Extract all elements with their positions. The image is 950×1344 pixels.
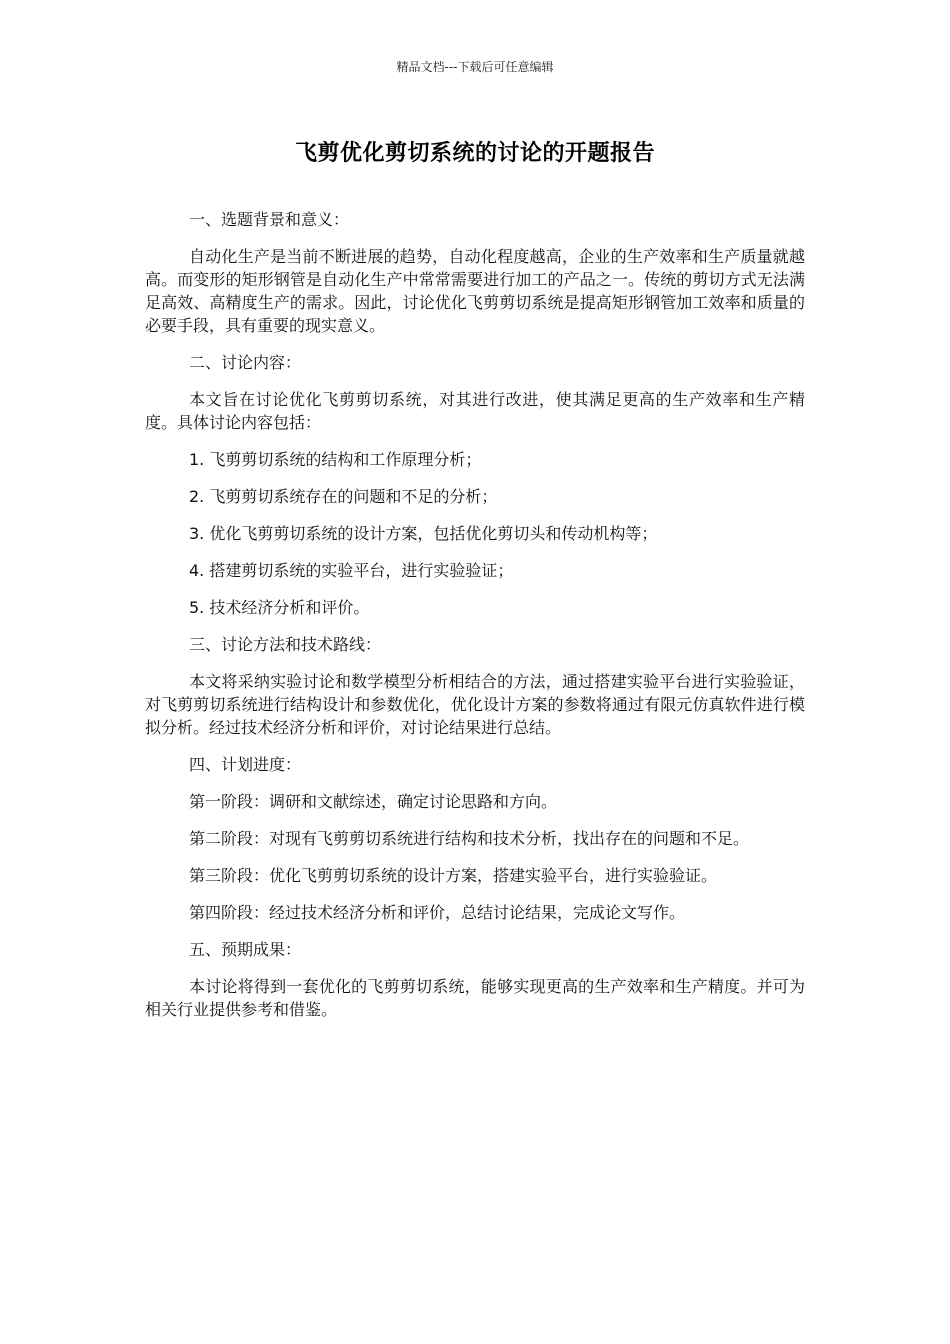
document-body [145, 208, 805, 1021]
list-item-4: 4. 搭建剪切系统的实验平台，进行实验验证； [189, 561, 514, 580]
schedule-phase-3: 第三阶段：优化飞剪剪切系统的设计方案，搭建实验平台，进行实验验证。 [189, 866, 718, 885]
list-item-3: 3. 优化飞剪剪切系统的设计方案，包括优化剪切头和传动机构等； [189, 524, 658, 543]
paragraph-background: 自动化生产是当前不断进展的趋势，自动化程度越高，企业的生产效率和生产质量就越高。而变形的矩形钢管是自动化生产中常常需要进行加工的产品之一。传统的剪切方式无法满足高效、高精度生产的需求。因此，讨论优化飞剪剪切系统是提高矩形钢管加工效率和质量的必要手段，具有重要的现实意义。 [145, 247, 805, 335]
schedule-phase-1: 第一阶段：调研和文献综述，确定讨论思路和方向。 [189, 792, 558, 811]
schedule-phase-4: 第四阶段：经过技术经济分析和评价，总结讨论结果，完成论文写作。 [189, 903, 686, 922]
list-item-5: 5. 技术经济分析和评价。 [189, 598, 370, 617]
section-heading-schedule: 四、计划进度： [189, 755, 302, 774]
section-heading-method: 三、讨论方法和技术路线： [189, 635, 382, 654]
paragraph-outcome: 本讨论将得到一套优化的飞剪剪切系统，能够实现更高的生产效率和生产精度。并可为相关行业提供参考和借鉴。 [145, 977, 805, 1019]
schedule-phase-2: 第二阶段：对现有飞剪剪切系统进行结构和技术分析，找出存在的问题和不足。 [189, 829, 750, 848]
paragraph-content-intro: 本文旨在讨论优化飞剪剪切系统，对其进行改进，使其满足更高的生产效率和生产精度。具体讨论内容包括： [145, 390, 805, 432]
list-item-2: 2. 飞剪剪切系统存在的问题和不足的分析； [189, 487, 498, 506]
paragraph-method: 本文将采纳实验讨论和数学模型分析相结合的方法，通过搭建实验平台进行实验验证，对飞剪剪切系统进行结构设计和参数优化，优化设计方案的参数将通过有限元仿真软件进行模拟分析。经过技术经济分析和评价，对讨论结果进行总结。 [145, 672, 805, 737]
section-heading-outcome: 五、预期成果： [189, 940, 302, 959]
document-title: 飞剪优化剪切系统的讨论的开题报告 [294, 141, 655, 166]
section-heading-content: 二、讨论内容： [189, 353, 302, 372]
list-item-1: 1. 飞剪剪切系统的结构和工作原理分析； [189, 450, 482, 469]
section-heading-background: 一、选题背景和意义： [189, 210, 350, 229]
header-note: 精品文档---下载后可任意编辑 [396, 60, 554, 74]
